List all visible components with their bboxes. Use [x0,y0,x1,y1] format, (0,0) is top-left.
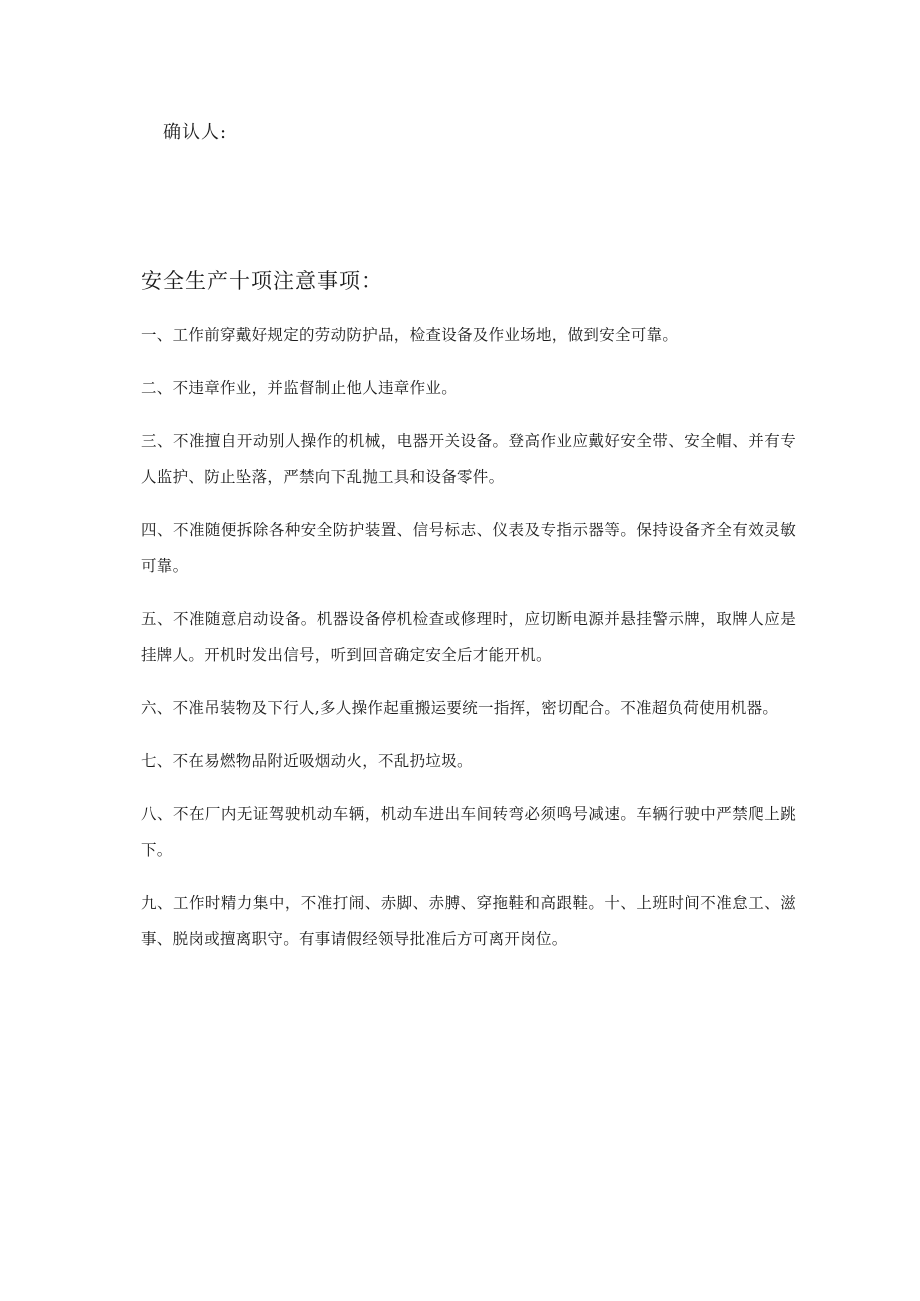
notice-item-1: 一、工作前穿戴好规定的劳动防护品，检查设备及作业场地，做到安全可靠。 [141,326,679,344]
notice-item-8: 八、不在厂内无证驾驶机动车辆，机动车进出车间转弯必须鸣号减速。车辆行驶中严禁爬上跳下。 [141,805,796,859]
confirmer-label: 确认人: [163,122,228,143]
notice-item-5: 五、不准随意启动设备。机器设备停机检查或修理时，应切断电源并悬挂警示牌，取牌人应是挂牌人。开机时发出信号，听到回音确定安全后才能开机。 [141,610,796,664]
notice-item-7: 七、不在易燃物品附近吸烟动火，不乱扔垃圾。 [141,752,473,770]
notice-item-6: 六、不准吊装物及下行人,多人操作起重搬运要统一指挥，密切配合。不准超负荷使用机器。 [141,699,779,717]
notice-list [141,317,796,974]
notice-item-2: 二、不违章作业，并监督制止他人违章作业。 [141,379,458,397]
notice-item-3: 三、不准擅自开动别人操作的机械，电器开关设备。登高作业应戴好安全带、安全帽、并有专人监护、防止坠落，严禁向下乱抛工具和设备零件。 [141,432,796,486]
notice-item-9: 九、工作时精力集中，不准打闹、赤脚、赤膊、穿拖鞋和高跟鞋。十、上班时间不准怠工、滋事、脱岗或擅离职守。有事请假经领导批准后方可离开岗位。 [141,894,796,948]
notice-item-4: 四、不准随便拆除各种安全防护装置、信号标志、仪表及专指示器等。保持设备齐全有效灵敏可靠。 [141,521,796,575]
page-title: 安全生产十项注意事项： [141,269,383,293]
